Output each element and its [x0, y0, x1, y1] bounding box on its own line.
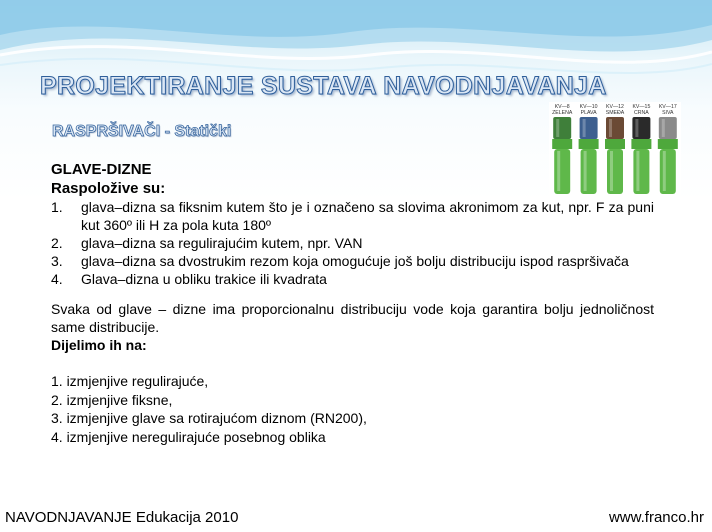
nozzle-code-label: KV—10: [579, 104, 598, 110]
list-item: 4. Glava–dizna u obliku trakice ili kvadrata: [51, 271, 327, 287]
classification-list: [51, 372, 654, 446]
list-item: 4. izmjenjive neregulirajuće posebnog oblika: [51, 428, 326, 445]
footer-website: www.franco.hr: [608, 509, 704, 526]
nozzle-cap: [659, 117, 677, 139]
divide-heading: Dijelimo ih na:: [51, 337, 147, 353]
nozzle-types-list: [51, 198, 654, 288]
list-item: 3. glava–dizna sa dvostrukim rezom koja omogućuje još bolju distribuciju ispod raspršivača: [51, 253, 629, 269]
list-item: 1. izmjenjive regulirajuće,: [51, 373, 209, 389]
nozzle-cap: [606, 117, 624, 139]
slide-title: PROJEKTIRANJE SUSTAVA NAVODNJAVANJA: [40, 72, 607, 100]
nozzle-color-label: SMEĐA: [605, 110, 625, 116]
nozzle-5: [658, 104, 678, 194]
nozzle-code-label: KV—15: [632, 104, 651, 110]
nozzle-code-label: KV—12: [606, 104, 624, 110]
footer-edu-label: NAVODNJAVANJE Edukacija 2010: [5, 509, 239, 526]
nozzle-code-label: KV—17: [658, 104, 677, 110]
nozzle-cap: [632, 117, 650, 139]
nozzle-cap: [580, 117, 598, 139]
content-heading: GLAVE-DIZNE: [51, 161, 152, 178]
nozzle-color-label: CRNA: [634, 110, 649, 116]
list-item: 2. izmjenjive fiksne,: [51, 391, 173, 408]
slide-subtitle: RASPRŠIVAČI - Statički: [52, 123, 232, 140]
nozzle-color-label: SIVA: [662, 110, 674, 116]
available-heading: Raspoložive su:: [51, 180, 166, 197]
list-item: 3. izmjenjive glave sa rotirajućom diznom (RN200),: [51, 410, 367, 426]
nozzle-code-label: KV—8: [554, 104, 570, 110]
distribution-paragraph: Svaka od glave – dizne ima proporcionalnu distribuciju vode koja garantira bolju jednoličnost same distribucije.: [51, 301, 654, 335]
slide-content: [51, 160, 654, 446]
list-item: 2. glava–dizna sa regulirajućim kutem, npr. VAN: [51, 235, 363, 251]
nozzle-color-label: ZELENA: [552, 110, 573, 116]
nozzle-cap: [553, 117, 571, 139]
nozzle-body: [660, 149, 676, 194]
list-item: 1. glava–dizna sa fiksnim kutem što je i označeno sa slovima akronimom za kut, npr. F za puni kut 360º ili H za pola kuta 180º: [51, 199, 654, 233]
nozzle-color-label: PLAVA: [580, 110, 597, 116]
